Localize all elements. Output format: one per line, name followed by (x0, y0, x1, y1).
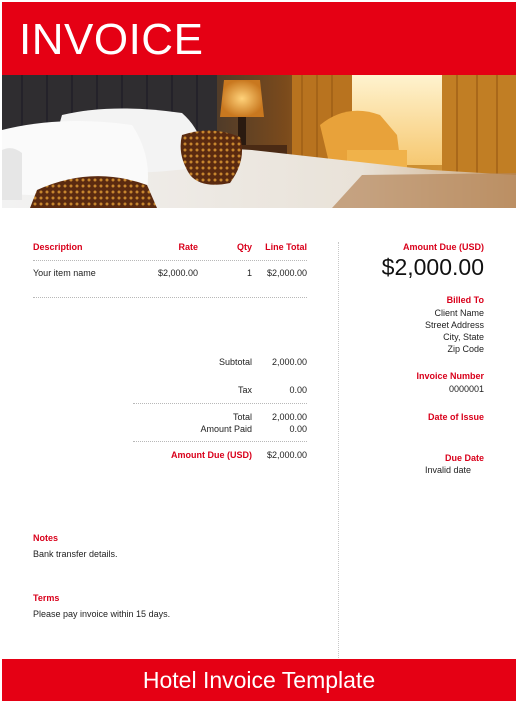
total-label: Total (232, 412, 252, 422)
col-header-qty: Qty (236, 242, 252, 252)
notes-text: Bank transfer details. (33, 549, 118, 559)
footer-title: Hotel Invoice Template (142, 667, 376, 693)
terms-text: Please pay invoice within 15 days. (33, 609, 171, 619)
divider (133, 403, 307, 404)
amount-due-value: $2,000.00 (266, 450, 307, 460)
invoice-number-value: 0000001 (448, 384, 484, 394)
divider (33, 297, 307, 298)
amount-due-label: Amount Due (USD) (171, 450, 252, 460)
invoice-number-label: Invoice Number (416, 371, 484, 381)
tax-value: 0.00 (289, 385, 307, 395)
subtotal-value: 2,000.00 (271, 357, 307, 367)
divider (133, 441, 307, 442)
notes-label: Notes (33, 533, 59, 543)
invoice-page (2, 2, 516, 701)
item-rate: $2,000.00 (157, 268, 198, 278)
summary-amount-due-value: $2,000.00 (381, 254, 484, 280)
total-value: 2,000.00 (271, 412, 307, 422)
due-date-value: Invalid date (424, 465, 471, 475)
amount-paid-label: Amount Paid (200, 424, 252, 434)
item-line-total: $2,000.00 (266, 268, 307, 278)
header-band (2, 2, 516, 75)
divider (33, 260, 307, 261)
billed-to-line: Client Name (434, 308, 484, 318)
col-header-rate: Rate (178, 242, 198, 252)
subtotal-label: Subtotal (218, 357, 252, 367)
billed-to-line: City, State (443, 332, 484, 342)
item-qty: 1 (246, 268, 252, 278)
amount-paid-value: 0.00 (289, 424, 307, 434)
billed-to-line: Zip Code (447, 344, 484, 354)
date-of-issue-label: Date of Issue (427, 412, 484, 422)
col-header-line-total: Line Total (265, 242, 307, 252)
billed-to-label: Billed To (446, 295, 484, 305)
col-header-description: Description (33, 242, 83, 252)
due-date-label: Due Date (444, 453, 484, 463)
terms-label: Terms (33, 593, 60, 603)
invoice-title: INVOICE (19, 15, 204, 64)
footer-band (2, 659, 516, 701)
item-description: Your item name (33, 268, 96, 278)
billed-to-block (425, 307, 484, 355)
column-divider (338, 242, 339, 660)
billed-to-line: Street Address (424, 320, 484, 330)
tax-label: Tax (237, 385, 252, 395)
summary-amount-due-label: Amount Due (USD) (403, 242, 484, 252)
hotel-room-photo (2, 75, 516, 208)
